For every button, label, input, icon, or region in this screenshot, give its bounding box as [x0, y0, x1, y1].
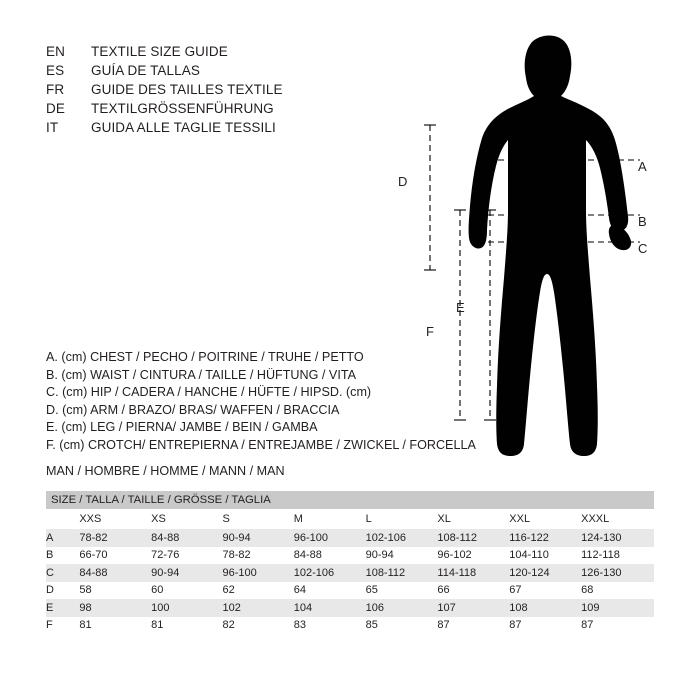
cell: 96-100 — [222, 564, 293, 582]
header-xxs: XXS — [79, 509, 151, 529]
language-title: GUIDA ALLE TAGLIE TESSILI — [91, 120, 276, 135]
table-row — [46, 547, 654, 565]
cell: 102-106 — [294, 564, 366, 582]
cell: 84-88 — [151, 529, 222, 547]
gender-label: MAN / HOMBRE / HOMME / MANN / MAN — [46, 464, 285, 478]
cell: 90-94 — [151, 564, 222, 582]
cell: 72-76 — [151, 547, 222, 565]
cell: 83 — [294, 617, 366, 635]
cell: 120-124 — [509, 564, 581, 582]
header-xl: XL — [437, 509, 509, 529]
table-row — [46, 564, 654, 582]
cell: 108-112 — [366, 564, 438, 582]
cell: 102-106 — [366, 529, 438, 547]
row-label: B — [46, 547, 79, 565]
measurement-legend — [46, 349, 476, 455]
cell: 109 — [581, 599, 654, 617]
cell: 78-82 — [222, 547, 293, 565]
cell: 104-110 — [509, 547, 581, 565]
language-row — [46, 82, 366, 101]
language-row — [46, 63, 366, 82]
table-header-row — [46, 509, 654, 529]
legend-item-c: C. (cm) HIP / CADERA / HANCHE / HÜFTE / HIPSD. (cm) — [46, 385, 372, 400]
legend-item-f: F. (cm) CROTCH/ ENTREPIERNA / ENTREJAMBE / ZWICKEL / FORCELLA — [46, 437, 476, 452]
cell: 82 — [222, 617, 293, 635]
language-code: DE — [46, 101, 65, 116]
cell: 66-70 — [79, 547, 151, 565]
language-row — [46, 44, 366, 63]
man-silhouette-icon — [469, 35, 632, 456]
cell: 96-100 — [294, 529, 366, 547]
cell: 87 — [581, 617, 654, 635]
label-f: F — [426, 324, 434, 339]
legend-item-b: B. (cm) WAIST / CINTURA / TAILLE / HÜFTUNG / VITA — [46, 367, 356, 382]
cell: 84-88 — [294, 547, 366, 565]
cell: 96-102 — [437, 547, 509, 565]
cell: 81 — [79, 617, 151, 635]
header-xxxl: XXXL — [581, 509, 654, 529]
row-label: A — [46, 529, 79, 547]
label-d: D — [398, 174, 408, 189]
label-e: E — [456, 300, 465, 315]
table-title: SIZE / TALLA / TAILLE / GRÖSSE / TAGLIA — [46, 491, 654, 509]
header-xxl: XXL — [509, 509, 581, 529]
label-a: A — [638, 159, 647, 174]
cell: 68 — [581, 582, 654, 600]
cell: 67 — [509, 582, 581, 600]
header-m: M — [294, 509, 366, 529]
label-c: C — [638, 241, 648, 256]
cell: 81 — [151, 617, 222, 635]
cell: 90-94 — [222, 529, 293, 547]
language-code: EN — [46, 44, 65, 59]
table-row — [46, 599, 654, 617]
cell: 98 — [79, 599, 151, 617]
label-b: B — [638, 214, 647, 229]
language-title: GUÍA DE TALLAS — [91, 63, 200, 78]
table-row — [46, 582, 654, 600]
language-code: IT — [46, 120, 59, 135]
header-xs: XS — [151, 509, 222, 529]
cell: 87 — [437, 617, 509, 635]
cell: 108 — [509, 599, 581, 617]
language-code: ES — [46, 63, 65, 78]
language-title: TEXTILE SIZE GUIDE — [91, 44, 228, 59]
cell: 65 — [366, 582, 438, 600]
size-table — [46, 491, 654, 634]
cell: 100 — [151, 599, 222, 617]
header-rowlabel — [46, 509, 79, 529]
cell: 60 — [151, 582, 222, 600]
cell: 102 — [222, 599, 293, 617]
cell: 106 — [366, 599, 438, 617]
cell: 107 — [437, 599, 509, 617]
table-row — [46, 617, 654, 635]
cell: 64 — [294, 582, 366, 600]
cell: 85 — [366, 617, 438, 635]
cell: 126-130 — [581, 564, 654, 582]
language-row — [46, 101, 366, 120]
row-label: F — [46, 617, 79, 635]
row-label: D — [46, 582, 79, 600]
cell: 84-88 — [79, 564, 151, 582]
table-title-row — [46, 491, 654, 509]
language-list — [46, 44, 366, 139]
cell: 116-122 — [509, 529, 581, 547]
cell: 114-118 — [437, 564, 509, 582]
row-label: E — [46, 599, 79, 617]
header-s: S — [222, 509, 293, 529]
cell: 78-82 — [79, 529, 151, 547]
cell: 90-94 — [366, 547, 438, 565]
table-row — [46, 529, 654, 547]
legend-item-e: E. (cm) LEG / PIERNA/ JAMBE / BEIN / GAMBA — [46, 420, 318, 435]
cell: 108-112 — [437, 529, 509, 547]
cell: 124-130 — [581, 529, 654, 547]
language-code: FR — [46, 82, 65, 97]
cell: 58 — [79, 582, 151, 600]
cell: 87 — [509, 617, 581, 635]
language-title: GUIDE DES TAILLES TEXTILE — [91, 82, 283, 97]
header-l: L — [366, 509, 438, 529]
legend-item-a: A. (cm) CHEST / PECHO / POITRINE / TRUHE / PETTO — [46, 350, 364, 364]
cell: 66 — [437, 582, 509, 600]
language-title: TEXTILGRÖSSENFÜHRUNG — [91, 101, 274, 116]
language-row — [46, 120, 366, 139]
legend-item-d: D. (cm) ARM / BRAZO/ BRAS/ WAFFEN / BRACCIA — [46, 402, 340, 417]
cell: 112-118 — [581, 547, 654, 565]
row-label: C — [46, 564, 79, 582]
cell: 62 — [222, 582, 293, 600]
cell: 104 — [294, 599, 366, 617]
